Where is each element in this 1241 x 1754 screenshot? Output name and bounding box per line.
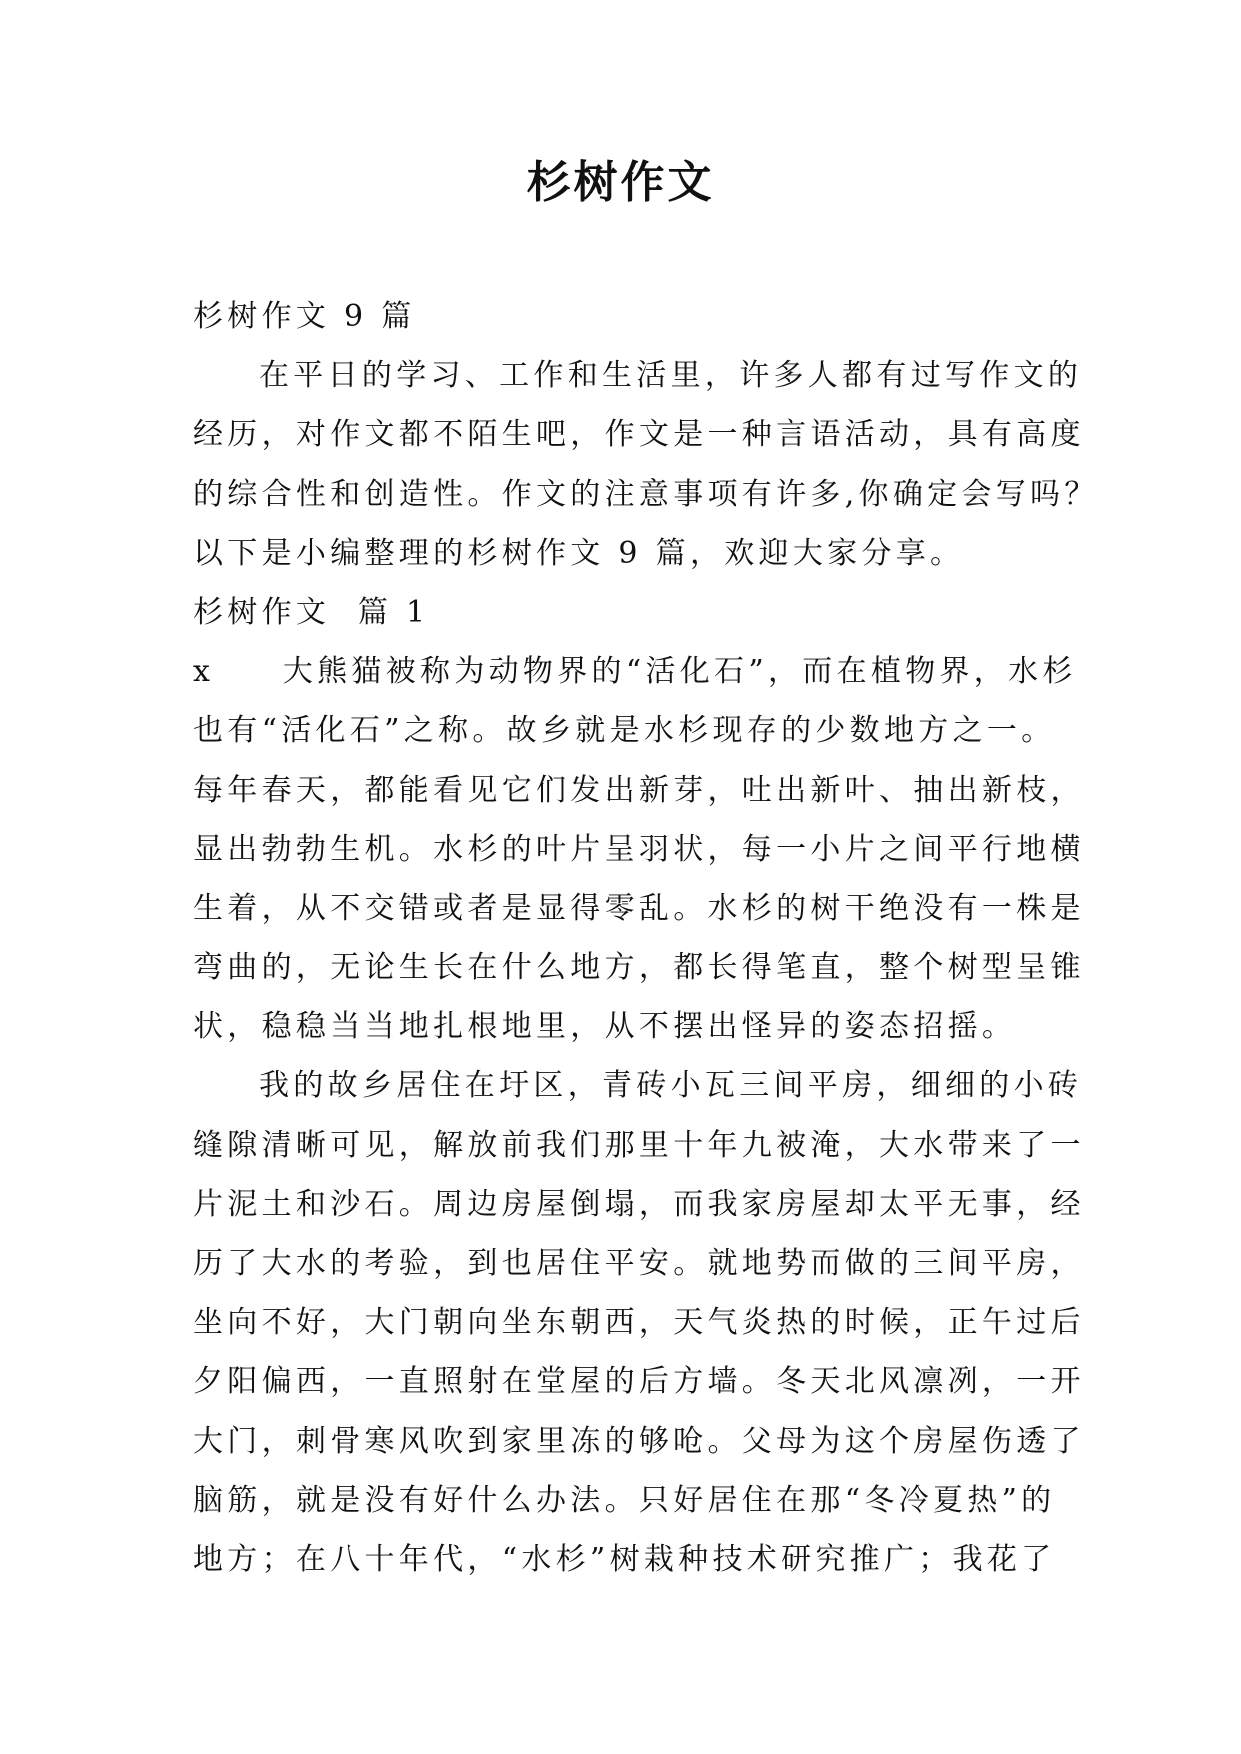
text-line: 脑筋，就是没有好什么办法。只好居住在那“冬冷夏热”的 [193, 1482, 1056, 1518]
text-line: 历了大水的考验，到也居住平安。就地势而做的三间平房， [193, 1246, 1085, 1281]
document-body [193, 287, 1153, 1589]
text-line: 也有“活化石”之称。故乡就是水杉现存的少数地方之一。 [193, 713, 1056, 749]
text-line: x 大熊猫被称为动物界的“活化石”，而在植物界，水杉 [193, 654, 1077, 690]
text-line: 片泥土和沙石。周边房屋倒塌，而我家房屋却太平无事，经 [193, 1186, 1085, 1222]
text-line: 经历，对作文都不陌生吧，作文是一种言语活动，具有高度 [193, 417, 1085, 453]
text-line: 以下是小编整理的杉树作文 9 篇，欢迎大家分享。 [193, 535, 965, 571]
text-line: 的综合性和创造性。作文的注意事项有许多,你确定会写吗？ [193, 476, 1099, 512]
body-paragraph [193, 642, 1153, 1056]
text-line: 大门，刺骨寒风吹到家里冻的够呛。父母为这个房屋伤透了 [193, 1423, 1085, 1459]
intro-paragraph [193, 346, 1153, 583]
text-line: 生着，从不交错或者是显得零乱。水杉的树干绝没有一株是 [193, 890, 1085, 926]
text-line: 显出勃勃生机。水杉的叶片呈羽状，每一小片之间平行地横 [193, 831, 1085, 867]
text-line: 状，稳稳当当地扎根地里，从不摆出怪异的姿态招摇。 [193, 1009, 1017, 1045]
text-line: 每年春天，都能看见它们发出新芽，吐出新叶、抽出新枝， [193, 772, 1085, 808]
page-title: 杉树作文 [526, 157, 715, 208]
text-line: 缝隙清晰可见，解放前我们那里十年九被淹，大水带来了一 [193, 1127, 1085, 1163]
body-paragraph [193, 1056, 1153, 1589]
text-line: 弯曲的，无论生长在什么地方，都长得笔直，整个树型呈锥 [193, 950, 1085, 986]
document-subtitle: 杉树作文 9 篇 [193, 299, 416, 334]
text-line: 在平日的学习、工作和生活里，许多人都有过写作文的 [259, 358, 1083, 394]
text-line: 夕阳偏西，一直照射在堂屋的后方墙。冬天北风凛冽，一开 [193, 1364, 1085, 1400]
text-line: 我的故乡居住在圩区，青砖小瓦三间平房，细细的小砖 [259, 1068, 1083, 1104]
text-line: 地方；在八十年代，“水杉”树栽种技术研究推广；我花了 [193, 1541, 1056, 1577]
text-line: 坐向不好，大门朝向坐东朝西，天气炎热的时候，正午过后 [193, 1305, 1085, 1341]
section-heading: 杉树作文 篇 1 [193, 594, 430, 630]
